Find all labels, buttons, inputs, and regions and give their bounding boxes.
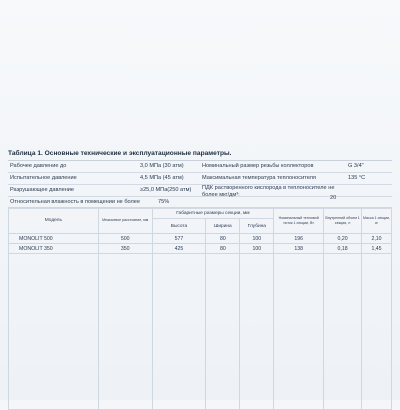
- param-value: 20: [330, 195, 337, 201]
- cell-model: MONOLIT 500: [9, 234, 99, 244]
- cell-mass: 1,45: [362, 244, 392, 254]
- table-title: Таблица 1. Основные технические и эксплуатационные параметры.: [8, 150, 232, 157]
- cell-width: 80: [206, 234, 240, 244]
- cell-power: 196: [274, 234, 324, 244]
- cell-power: 138: [274, 244, 324, 254]
- param-label: Разрушающее давление: [10, 187, 75, 193]
- cell-volume: 0,20: [324, 234, 362, 244]
- param-label: ПДК растворенного кислорода в теплоносителе не более мкг/дм³:: [202, 185, 335, 198]
- param-label: Номинальный размер резьбы коллекторов: [202, 163, 314, 169]
- param-label: Испытательное давление: [10, 175, 77, 181]
- table-row: [9, 244, 392, 254]
- param-row: [8, 173, 392, 185]
- param-value: G 3/4": [348, 163, 364, 169]
- header-volume: Внутренний объем 1 секции, л: [324, 208, 362, 234]
- header-dimensions: Габаритные размеры секции, мм: [152, 208, 274, 219]
- table-row: [9, 234, 392, 244]
- cell-height: 577: [152, 234, 206, 244]
- cell-distance: 350: [98, 244, 152, 254]
- cell-distance: 500: [98, 234, 152, 244]
- table-empty-area: [9, 254, 392, 410]
- param-value: ≥25,0 МПа(250 атм): [140, 187, 192, 193]
- cell-width: 80: [206, 244, 240, 254]
- param-value: 3,0 МПа (30 атм): [140, 163, 184, 169]
- parameters-list: [8, 160, 392, 209]
- cell-height: 425: [152, 244, 206, 254]
- header-distance: Межосевое расстояние, мм: [98, 208, 152, 234]
- cell-depth: 100: [240, 234, 274, 244]
- param-value: 75%: [158, 199, 170, 205]
- header-width: Ширина: [206, 219, 240, 234]
- cell-depth: 100: [240, 244, 274, 254]
- cell-volume: 0,18: [324, 244, 362, 254]
- param-value: 4,5 МПа (45 атм): [140, 175, 184, 181]
- specifications-table: [8, 207, 392, 410]
- param-row: [8, 161, 392, 173]
- param-label: Максимальная температура теплоносителя: [202, 175, 316, 181]
- header-depth: Глубина: [240, 219, 274, 234]
- param-label: Относительная влажность в помещении не более: [10, 199, 141, 205]
- header-height: Высота: [152, 219, 206, 234]
- header-power: Номинальный тепловой поток 1 секции, Вт: [274, 208, 324, 234]
- cell-model: MONOLIT 350: [9, 244, 99, 254]
- param-value: 135 °C: [348, 175, 366, 181]
- header-model: Модель: [9, 208, 99, 234]
- param-label: Рабочее давление до: [10, 163, 67, 169]
- header-mass: Масса 1 секции, кг: [362, 208, 392, 234]
- cell-mass: 2,10: [362, 234, 392, 244]
